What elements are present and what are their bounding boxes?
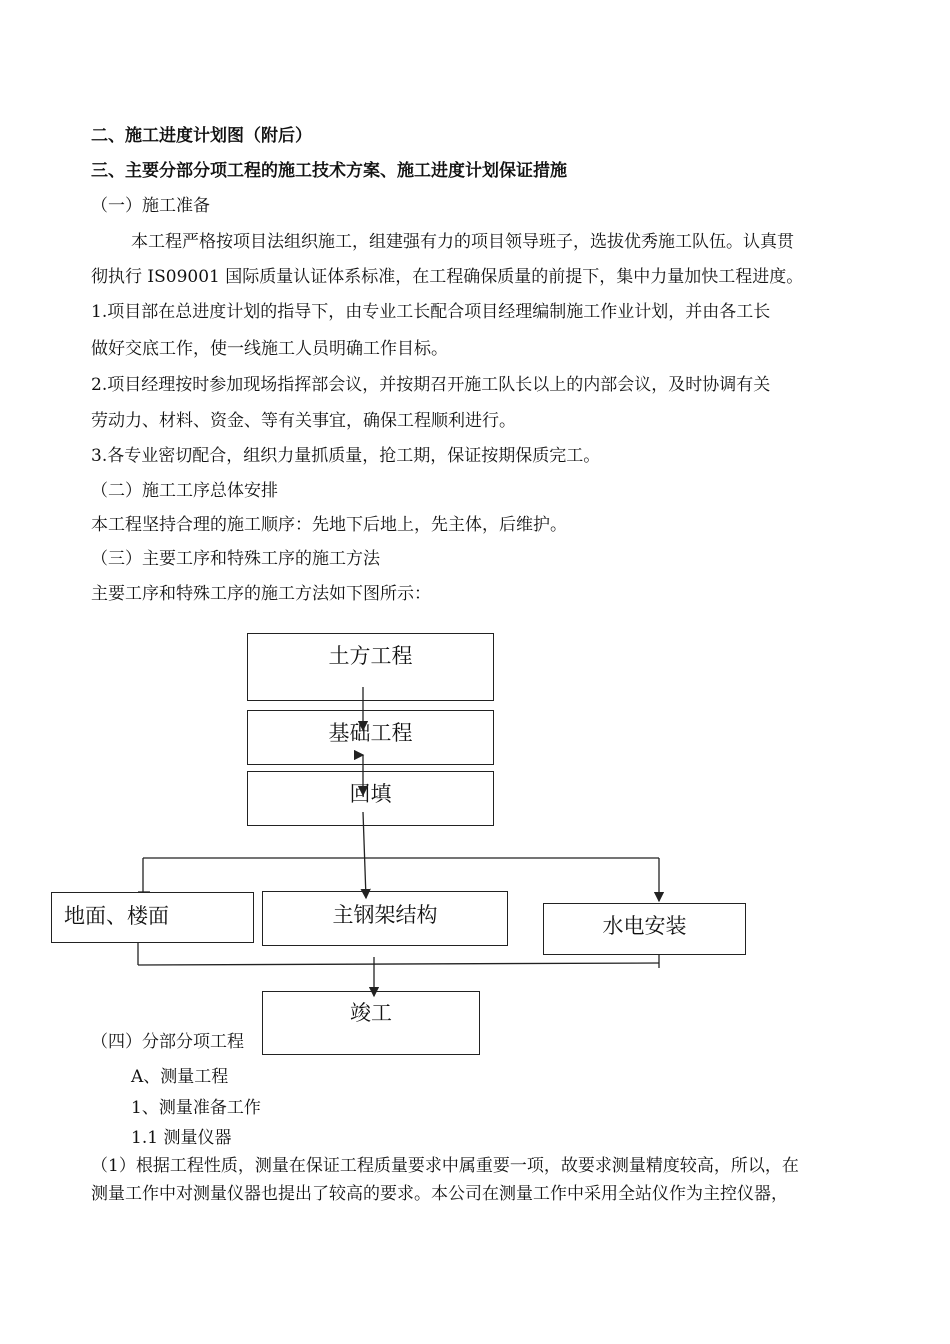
flow-label: 基础工程 [328,721,413,745]
flow-label: 回填 [349,782,392,806]
arrow-backfill-to-steel [363,812,366,898]
flow-label: 竣工 [350,1001,392,1025]
merge-line [138,963,659,965]
paragraph-line: 本工程严格按项目法组织施工，组建强有力的项目领导班子，选拔优秀施工队伍。认真贯 [131,232,794,252]
section-sequence: （二）施工工序总体安排 [91,481,278,501]
flow-label: 水电安装 [602,914,687,938]
section-methods: （三）主要工序和特殊工序的施工方法 [91,549,380,569]
paragraph-line: 做好交底工作，使一线施工人员明确工作目标。 [91,339,448,359]
section-preparation: （一）施工准备 [91,196,210,216]
section-subitems: （四）分部分项工程 [91,1032,244,1052]
paragraph-line: 本工程坚持合理的施工顺序：先地下后地上，先主体，后维护。 [91,515,567,535]
heading-schedule-plan: 二、施工进度计划图（附后） [91,126,312,146]
paragraph-line: 2.项目经理按时参加现场指挥部会议，并按期召开施工队长以上的内部会议，及时协调有关 [91,375,771,395]
paragraph-line: 1.项目部在总进度计划的指导下，由专业工长配合项目经理编制施工作业计划，并由各工长 [91,302,771,322]
paragraph-line: 劳动力、材料、资金、等有关事宜，确保工程顺利进行。 [91,411,516,431]
paragraph-line: 彻执行 IS09001 国际质量认证体系标准，在工程确保质量的前提下，集中力量加快工程进度。 [91,267,804,287]
flow-label: 地面、楼面 [64,904,169,928]
subheading-survey: A、测量工程 [131,1067,229,1087]
paragraph-line: 主要工序和特殊工序的施工方法如下图所示： [91,584,431,604]
paragraph-line: （1）根据工程性质，测量在保证工程质量要求中属重要一项，故要求测量精度较高，所以，在 [91,1156,799,1176]
heading-technical-plan: 三、主要分部分项工程的施工技术方案、施工进度计划保证措施 [91,161,567,181]
subheading-survey-prep: 1、测量准备工作 [131,1098,261,1118]
paragraph-line: 3.各专业密切配合，组织力量抓质量，抢工期，保证按期保质完工。 [91,446,601,466]
paragraph-line: 测量工作中对测量仪器也提出了较高的要求。本公司在测量工作中采用全站仪作为主控仪器， [91,1184,788,1204]
flow-label: 主钢架结构 [332,903,438,927]
subheading-instruments: 1.1 测量仪器 [131,1128,232,1148]
flow-label: 土方工程 [328,644,413,668]
